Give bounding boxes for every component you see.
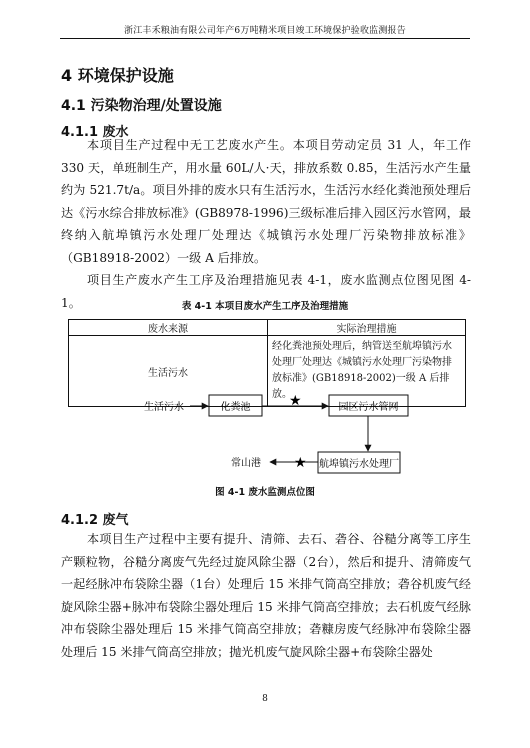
page-number: 8 — [262, 694, 268, 704]
label-septic-tank: 化粪池 — [220, 402, 251, 413]
figure-caption: 图 4-1 废水监测点位图 — [215, 487, 315, 498]
running-header: 浙江丰禾粮油有限公司年产6万吨精米项目竣工环境保护验收监测报告 — [124, 26, 406, 36]
table-cell-source: 生活污水 — [69, 336, 268, 407]
table-caption: 表 4-1 本项目废水产生工序及治理措施 — [181, 301, 349, 312]
waste-gas-body — [61, 528, 471, 663]
waste-gas-heading: 4.1.2 废气 — [61, 513, 129, 528]
table-header-measure: 实际治理措施 — [268, 320, 466, 336]
table-cell-measure: 经化粪池预处理后，纳管送至航埠镇污水处理厂处理达《城镇污水处理厂污染物排放标准》(GB18918-2002)一级 A 后排放。 — [268, 336, 466, 407]
wastewater-paragraph-2: 项目生产废水产生工序及治理措施见表 4-1，废水监测点位图见图 4-1。 — [61, 273, 471, 310]
label-sewer: 园区污水管网 — [338, 402, 399, 413]
label-discharge: 常山港 — [231, 458, 261, 469]
subsection-title: 4.1 污染物治理/处置设施 — [61, 98, 222, 114]
label-source: 生活污水 — [144, 402, 184, 413]
waste-gas-paragraph: 本项目生产过程中主要有提升、清筛、去石、砻谷、谷糙分离等工序生产颗粒物，谷糙分离废气先经过旋风除尘器（2台），然后和提升、清筛废气一起经脉冲布袋除尘器（1台）处理后 15 米排气筒高空排放；砻谷机废气经旋风除尘器+脉冲布袋除尘器处理后 15 米排气筒高空排放；去石机废气经脉冲布袋除尘器处理后 15 米排气筒高空排放；砻糠房废气经脉冲布袋除尘器处理后 15 米排气筒高空排放；抛光机废气旋风除尘器+布袋除尘器处 — [61, 532, 471, 659]
monitoring-point-marker-1: ★ — [289, 393, 302, 409]
monitoring-point-marker-2: ★ — [294, 455, 307, 471]
table-header-source: 废水来源 — [69, 320, 268, 336]
label-treatment-plant: 航埠镇污水处理厂 — [319, 459, 399, 470]
wastewater-heading: 4.1.1 废水 — [61, 125, 129, 140]
section-title: 4 环境保护设施 — [61, 66, 174, 85]
wastewater-paragraph-1: 本项目生产过程中无工艺废水产生。本项目劳动定员 31 人，年工作 330 天，单班制生产，用水量 60L/人·天，排放系数 0.85，生活污水产生量约为 521.7t/a。项目外排的废水只有生活污水，生活污水经化粪池预处理后达《污水综合排放标准》(GB8978-1996)三级标准后排入园区污水管网，最终纳入航埠镇污水处理厂处理达《城镇污水处理厂污染物排放标准》（GB18918-2002）一级 A 后排放。 — [61, 138, 471, 265]
